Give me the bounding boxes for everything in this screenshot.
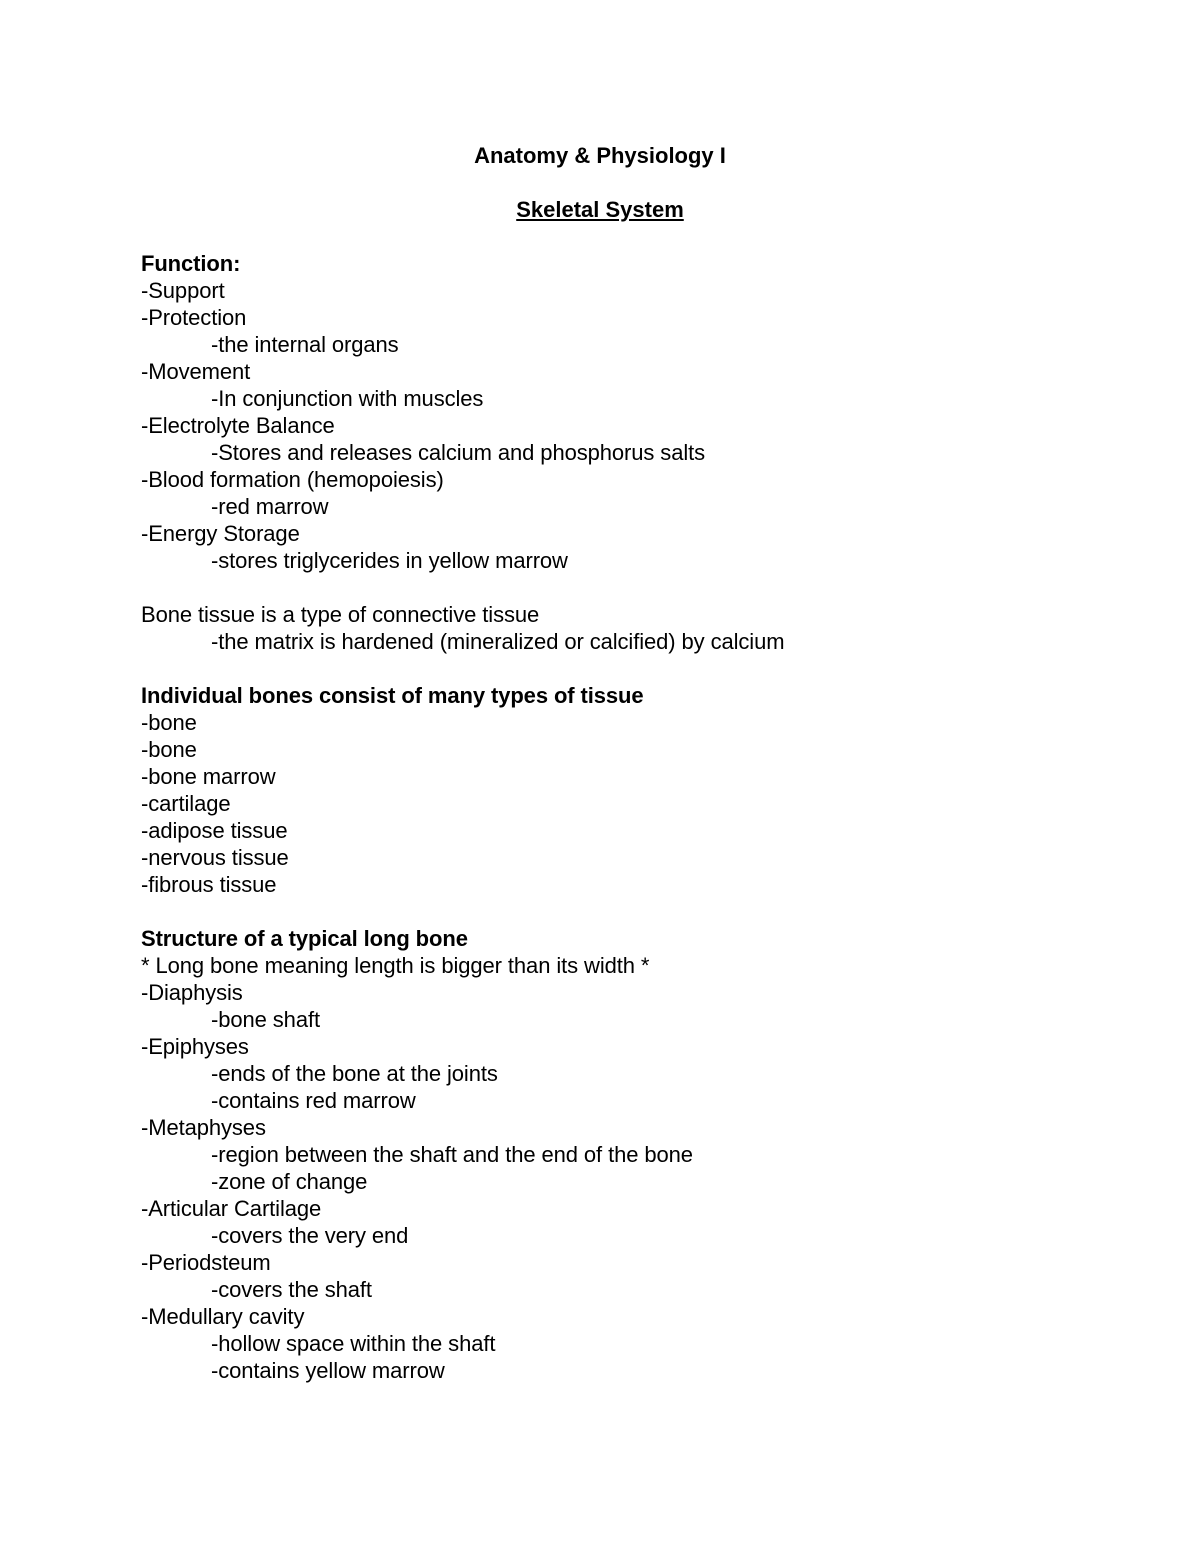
long-bone-part: -Medullary cavity [141,1304,305,1329]
long-bone-part-detail: -zone of change [211,1169,368,1194]
function-item-movement: -Movement [141,359,251,384]
function-subitem-salts: -Stores and releases calcium and phosphorus salts [211,440,706,465]
function-subitem-internal-organs: -the internal organs [211,332,399,357]
function-subitem-muscles: -In conjunction with muscles [211,386,484,411]
tissue-type-item: -bone [141,710,197,735]
long-bone-part-detail: -hollow space within the shaft [211,1331,496,1356]
long-bone-part-detail: -region between the shaft and the end of the bone [211,1142,693,1167]
long-bone-part-detail: -covers the very end [211,1223,409,1248]
long-bone-note: * Long bone meaning length is bigger than its width * [141,953,650,978]
long-bone-part: -Epiphyses [141,1034,249,1059]
bone-tissue-matrix: -the matrix is hardened (mineralized or calcified) by calcium [211,629,785,654]
long-bone-part: -Articular Cartilage [141,1196,322,1221]
long-bone-part: -Periodsteum [141,1250,271,1275]
document-body [141,250,1141,1384]
function-subitem-red-marrow: -red marrow [211,494,329,519]
function-item-protection: -Protection [141,305,247,330]
course-title: Anatomy & Physiology I [474,143,726,168]
tissue-type-item: -bone [141,737,197,762]
long-bone-part-detail: -ends of the bone at the joints [211,1061,498,1086]
spacer [141,574,1141,601]
function-item-electrolyte: -Electrolyte Balance [141,413,335,438]
spacer [141,898,1141,925]
tissue-type-item: -nervous tissue [141,845,289,870]
function-item-support: -Support [141,278,225,303]
spacer [141,655,1141,682]
long-bone-part: -Metaphyses [141,1115,266,1140]
tissue-types-heading: Individual bones consist of many types of tissue [141,683,644,708]
function-subitem-triglycerides: -stores triglycerides in yellow marrow [211,548,568,573]
topic-title-text: Skeletal System [516,197,684,222]
long-bone-part-detail: -bone shaft [211,1007,320,1032]
tissue-type-item: -cartilage [141,791,231,816]
long-bone-part-detail: -contains red marrow [211,1088,416,1113]
long-bone-heading: Structure of a typical long bone [141,926,468,951]
tissue-type-item: -bone marrow [141,764,276,789]
long-bone-part-detail: -contains yellow marrow [211,1358,445,1383]
function-item-blood: -Blood formation (hemopoiesis) [141,467,444,492]
long-bone-part-detail: -covers the shaft [211,1277,372,1302]
function-heading: Function: [141,251,241,276]
tissue-type-item: -fibrous tissue [141,872,277,897]
bone-tissue-statement: Bone tissue is a type of connective tissue [141,602,540,627]
tissue-type-item: -adipose tissue [141,818,288,843]
long-bone-part: -Diaphysis [141,980,243,1005]
topic-title [0,196,1200,223]
function-item-energy: -Energy Storage [141,521,300,546]
